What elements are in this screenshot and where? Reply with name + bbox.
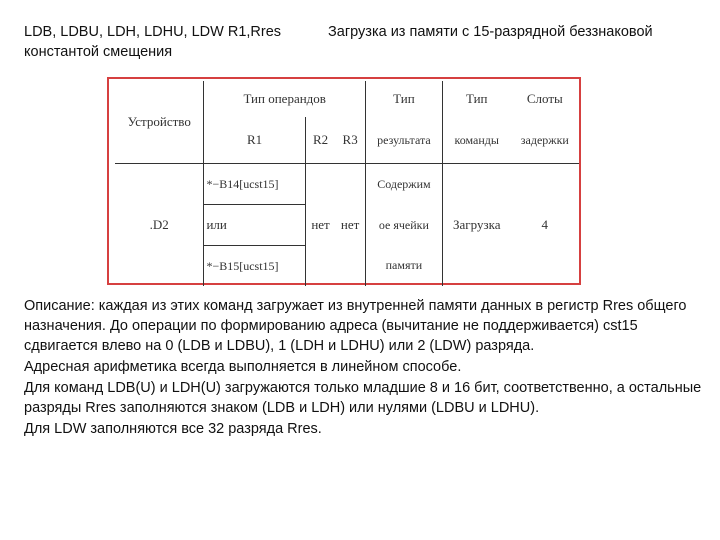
header-slots-2: задержки: [511, 117, 579, 164]
header-operand-types: Тип операндов: [204, 81, 365, 117]
description-paragraph-1: Описание: каждая из этих команд загружает из внутренней памяти данных в регистр Rres общего назначения. До операции по формированию адреса (вычитание не поддерживается) cst15 сдвигается влево на 0 (LDB и LDBU), 1 (LDH и LDHU) или 2 (LDW) разряда.: [24, 298, 687, 354]
description-body: [24, 296, 704, 440]
header-slots-1: Слоты: [526, 91, 563, 106]
cell-r2: нет: [305, 164, 335, 287]
operand-table: [115, 81, 579, 286]
cell-r3: нет: [340, 217, 360, 232]
header-r3: R3: [335, 117, 365, 164]
header-result-type-1: Тип: [365, 81, 442, 117]
operand-table-image: [107, 77, 581, 285]
instruction-header: [24, 22, 704, 62]
description-paragraph-2: Адресная арифметика всегда выполняется в линейном способе.: [24, 359, 462, 375]
command-summary: Загрузка из памяти с 15-разрядной беззнаковой: [328, 24, 653, 40]
header-r1: R1: [204, 117, 305, 164]
header-r2: R2: [305, 117, 335, 164]
cell-r1-line2: или: [204, 205, 305, 246]
description-paragraph-3: Для команд LDB(U) и LDH(U) загружаются только младшие 8 и 16 бит, соответственно, а остальные разряды Rres заполняются знаком (LDB и LDH) или нулями (LDBU и LDHU).: [24, 380, 702, 416]
cell-command-type: Загрузка: [442, 164, 510, 287]
cell-result-line1: Содержим: [365, 164, 442, 205]
description-paragraph-4: Для LDW заполняются все 32 разряда Rres.: [24, 421, 322, 437]
header-device: Устройство: [115, 81, 204, 164]
header-result-type-2: результата: [365, 117, 442, 164]
cell-r1-line1: *−B14[ucst15]: [204, 164, 305, 205]
cell-result-line3: памяти: [365, 246, 442, 287]
header-command-type-2: команды: [442, 117, 510, 164]
command-summary-continued: константой смещения: [24, 44, 173, 60]
header-command-type-1: Тип: [442, 81, 510, 117]
cell-slots: 4: [541, 217, 549, 232]
cell-r1-line3: *−B15[ucst15]: [204, 246, 305, 287]
cell-result-line2: ое ячейки: [365, 205, 442, 246]
cell-device: .D2: [149, 217, 169, 232]
command-syntax: LDB, LDBU, LDH, LDHU, LDW R1,Rres: [24, 24, 282, 40]
